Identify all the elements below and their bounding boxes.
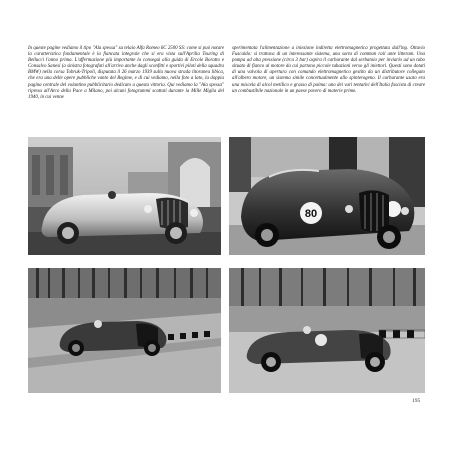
right-paragraph: sperimentata l'alimentazione a iniezione indiretta elettromagnetica progettata dall'ing. Ottavio Fuscaldo: si trattava di un interessante sistema, una sorta di common rail ante litteram. Una pompa ad alta pressione (circa 3 bar) aspira il carburante dal serbatoio per inviarlo ad un tubo situato di fianco al motore da cui partono piccole tubazioni verso gli iniettori. Questi sono dotati di una valvola di apertura con comando elettromagnetico gestito da un distributore collegato all'albero motore, un sistema simile concettualmente allo spinterogeno. Il carburante usato era una miscela di alcol metilico e grasso di palma: uno dei vari tentativi dell'Italia fascista di creare un combustibile nazionale in un paese povero di materie prime. [232,46,425,94]
page-number: 195 [412,398,421,404]
photo-car-on-road [28,268,221,393]
left-paragraph: In queste pagine vediamo il tipo "Ala spessa" su telaio Alfa Romeo 6C 2500 SS: come si può notare la caratteristica fondamentale è la fiancata integrale che si era vista sull'Aprilia Touring di Bellucci l'anno prima. L'affermazione più importante la conseguì alla guida di Ercole Boratto e Consalvo Sanesi (a sinistra fotografati all'arrivo anche dagli sconfitti e sportivi piloti della squadra BMW) nella corsa Tobruk-Tripoli, disputata il 26 marzo 1939 sulla nuova strada litoranea libica, che era una delle opere pubbliche vanto del Regime, e di cui vediamo, nella foto a lato, la doppia pagina centrale del volantino pubblicitario dedicato a questa vittoria. Qui vediamo la "Ala spessa" ripresa all'Arco della Pace a Milano, poi alcuni fotogrammi scattati durante la Mille Miglia del 1940, in cui venne [28,46,224,100]
left-text-column [28,46,224,101]
photo-car-by-curb [229,268,425,393]
race-number-label: 80 [304,208,318,220]
right-text-column [232,46,425,95]
photo-race-car-80 [229,137,425,255]
photo-car-at-arch [28,137,221,255]
